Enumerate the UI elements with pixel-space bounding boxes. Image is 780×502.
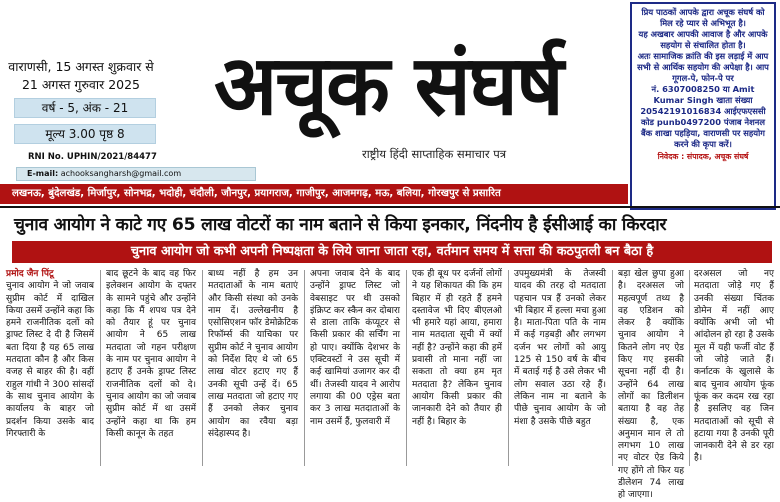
column-divider <box>508 270 509 466</box>
notice-line3: अतः सामाजिक क्रांति की इस लड़ाई में आप सभी से आर्थिक सहयोग की अपेक्षा है। आप गूगल-पे, फोन-पे पर <box>637 51 769 83</box>
email-address[interactable]: achooksangharsh@gmail.com <box>60 169 182 178</box>
rni-number: RNI No. UPHIN/2021/84477 <box>28 152 157 162</box>
newspaper-title: अचूक संघर्ष <box>214 37 562 134</box>
price-badge: मूल्य 3.00 पृष्ठ 8 <box>14 124 156 144</box>
sub-headline: चुनाव आयोग जो कभी अपनी निष्पक्षता के लिये जाना जाता रहा, वर्तमान समय में सत्ता की कठपुतली बन बैठा है <box>12 241 772 263</box>
column-divider <box>100 270 101 466</box>
donation-notice <box>630 2 776 210</box>
notice-signature: निवेदक : संपादक, अचूक संघर्ष <box>657 152 749 161</box>
notice-account: नं. 6307008250 या Amit Kumar Singh खाता संख्या 20542191016834 आईएफएससी कोड punb0497200 पंजाब नेशनल बैंक शाखा पहड़िया, वाराणसी पर सहयोग करने की कृपा करें। <box>640 84 766 149</box>
byline: प्रमोद जैन पिंटू <box>6 269 54 279</box>
email-label: E-mail: <box>27 169 59 178</box>
article-column-1 <box>6 268 94 468</box>
article-text: उपमुख्यमंत्री के तेजस्वी यादव की तरह दो मतदाता पहचान पत्र हैं उनको लेकर भी बिहार में हल्ला मचा हुआ है। माता-पिता पति के नाम में कई गड़बड़ी और लगभग दर्जन भर लोगों को आयु 125 से 150 वर्ष के बीच में बताई गई है उसे लेकर भी लोग सवाल उठा रहे हैं। लेकिन नाम ना बताने के पीछे चुनाव आयोग के जो मंशा है उसके पीछे बहुत <box>514 269 606 427</box>
notice-line2: यह अखबार आपकी आवाज है और आपके सहयोग से संचालित होता है। <box>638 29 768 50</box>
article-body <box>6 268 776 501</box>
article-text: बाध्य नहीं है हम उन मतदाताओं के नाम बताएं और किसी संस्था को उनके नाम दें। उल्लेखनीय है एसोसिएशन फॉर डेमोक्रेटिक रिफॉर्म्स की याचिका पर सुप्रीम कोर्ट ने चुनाव आयोग को निर्देश दिए थे जो 65 लाख वोटर हटाए गए हैं उनकी सूची उन्हें दें। 65 लाख मतदाता जो हटाए गए हैं उनको लेकर चुनाव आयोग का रवैया बड़ा संदेहास्पद है। <box>208 269 298 439</box>
article-column-5 <box>412 268 502 468</box>
column-divider <box>304 270 305 466</box>
article-column-3 <box>208 268 298 468</box>
article-column-7 <box>618 268 684 501</box>
article-text: बड़ा खेल छुपा हुआ है। दरअसल जो महत्वपूर्ण तथ्य है वह एडिशन को लेकर है क्योंकि चुनाव आयोग ने कितने लोग नए ऐड किए गए इसकी सूचना नहीं दी है। उन्होंने 64 लाख लोगों का डिलीशन बताया है वह तेह संख्या है, एक अनुमान मान ले तो लगभग 10 लाख नए वोटर ऐड किये गए होंगे तो फिर यह डीलेशन 74 लाख हो जाएगा। <box>618 269 684 501</box>
issue-date-line2: 21 अगस्त गुरुवार 2025 <box>21 77 141 92</box>
notice-line1: प्रिय पाठकों आपके द्वारा अचूक संघर्ष को मिल रहे प्यार से अभिभूत है। <box>641 7 765 28</box>
article-column-2 <box>106 268 196 468</box>
divider <box>0 206 780 208</box>
volume-badge: वर्ष - 5, अंक - 21 <box>14 98 156 118</box>
column-divider <box>406 270 407 466</box>
issue-date-line1: वाराणसी, 15 अगस्त शुक्रवार से <box>8 59 154 74</box>
article-text: अपना जवाब देने के बाद उन्होंने ड्राफ्ट लिस्ट जो वेबसाइट पर थी उसको इंक्रिप्ट कर स्कैन कर दोबारा से डाला ताकि कंप्यूटर से किसी प्रकार की सर्चिंग ना हो पाए। क्योंकि देशभर के एक्टिवस्टों ने उस सूची में कई खामियां उजागर कर दी थीं। तेजस्वी यादव ने आरोप लगाया की 00 एड्रेस बता कर 3 लाख मतदाताओं के नाम उसमें हैं, फुलवारी में <box>310 269 400 427</box>
article-column-6 <box>514 268 606 468</box>
article-text: दरअसल जो नए मतदाता जोड़े गए हैं उनकी संख्या चिंतक डोमेन में नहीं आए क्योंकि अभी जो भी आंदोलन हो रहा है उसके मूल में यही फर्जी वोट हैं जो जोड़े जाते हैं। कर्नाटक के खुलासे के बाद चुनाव आयोग फूंक फूंक कर कदम रख रहा है इसलिए वह जिन मतदाताओं को सूची से हटाया गया है उनकी पूरी जानकारी देने से डर रहा है। <box>694 269 774 464</box>
issue-date <box>6 58 156 94</box>
article-column-4 <box>310 268 400 468</box>
article-text: बाद छूटने के बाद वह फिर इलेक्शन आयोग के दफ्तर के सामने पहुंचे और उन्होंने कहा कि मैं शपथ पत्र देने को तैयार हूं पर चुनाव आयोग ने 65 लाख मतदाता जो गहन परीक्षण के नाम पर चुनाव आयोग ने हटाए हैं उनके ड्राफ्ट लिस्ट राजनीतिक दलों को दे। चुनाव आयोग का जो जवाब सुप्रीम कोर्ट में था उसमें उन्होंने कहा था कि हम किसी कानून के तहत <box>106 269 196 439</box>
cities-strip: लखनऊ, बुंदेलखंड, मिर्जापुर, सोनभद्र, भदोही, चंदौली, जौनपुर, प्रयागराज, गाजीपुर, आजमगढ़, मऊ, बलिया, गोरखपुर से प्रसारित <box>0 184 628 204</box>
article-column-8 <box>694 268 774 468</box>
tagline: राष्ट्रीय हिंदी साप्ताहिक समाचार पत्र <box>362 147 507 161</box>
column-divider <box>612 270 613 466</box>
article-text: चुनाव आयोग ने जो जवाब सुप्रीम कोर्ट में दाखिल किया उसमें उन्होंने कहा कि हमने राजनीतिक दलों को ड्राफ्ट लिस्ट दे दी है जिसमें बता दिया है यह 65 लाख मतदाता कौन है और किस वजह से बाहर की है। वहीं राहुल गांधी ने 300 सांसदों के साथ चुनाव आयोग के कार्यालय के बाहर जो प्रदर्शन किया उसके बाद गिरफ्तारी के <box>6 281 94 439</box>
article-text: एक ही बूथ पर दर्जनों लोगों ने यह शिकायत की कि हम बिहार में ही रहते हैं हमने दस्तावेज भी दिए बीएलओ भी हमारे यहां आया, हमारा नाम मतदाता सूची में क्यों नहीं है? उन्होंने कहा की हमें प्रवासी तो माना नहीं जा सकता तो क्या हम मृत मतदाता है? लेकिन चुनाव आयोग किसी प्रकार की जानकारी देने को तैयार ही नहीं है। बिहार के <box>412 269 502 427</box>
main-headline: चुनाव आयोग ने काटे गए 65 लाख वोटरों का नाम बताने से किया इनकार, निंदनीय है ईसीआई का किरदार <box>14 215 667 235</box>
column-divider <box>689 270 690 466</box>
column-divider <box>202 270 203 466</box>
masthead <box>0 0 780 183</box>
email-bar <box>16 167 256 181</box>
